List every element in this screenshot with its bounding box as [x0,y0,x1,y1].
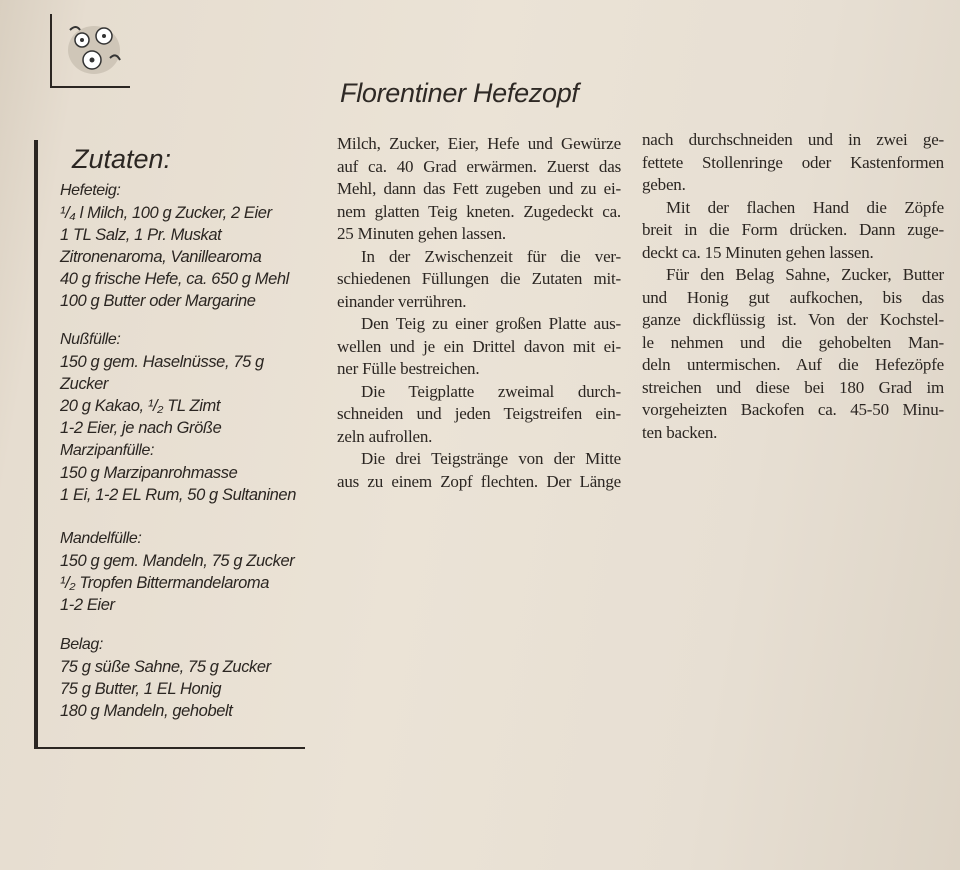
ingredient-item: 1 TL Salz, 1 Pr. Muskat [60,226,222,244]
ingredient-group-title: Marzipanfülle: [60,442,155,459]
instruction-line: Milch, Zucker, Eier, Hefe und Gewürze [337,134,621,153]
ingredient-item: 1 Ei, 1-2 EL Rum, 50 g Sultaninen [60,486,296,504]
instruction-line: geben. [642,175,686,194]
instruction-line: vorgeheizten Backofen ca. 45-50 Minu- [642,400,944,419]
ingredient-item: 150 g gem. Haselnüsse, 75 g Zucker [60,353,264,393]
instruction-line: ner Fülle bestreichen. [337,359,480,378]
instruction-line: 25 Minuten gehen lassen. [337,224,506,243]
ingredient-item: 40 g frische Hefe, ca. 650 g Mehl [60,270,289,288]
instruction-line: streichen und diese bei 180 Grad im [642,377,944,397]
instruction-line: deln untermischen. Auf die Hefezöpfe [642,355,944,374]
ingredient-group [60,329,308,439]
ingredients-heading: Zutaten: [72,144,172,174]
chef-logo [50,14,130,88]
instruction-line: Die Teigplatte zweimal durch- [361,381,621,401]
instructions-column-2 [642,129,944,444]
ingredient-group-title: Mandelfülle: [60,530,142,547]
instruction-line: nach durchschneiden und in zwei ge- [642,130,944,149]
ingredient-item: Zitronenaroma, Vanillearoma [60,248,262,266]
ingredient-item: 1-2 Eier [60,596,115,614]
ingredient-group-title: Hefeteig: [60,182,121,199]
instruction-line: schneiden und jeden Teigstreifen ein- [337,404,621,423]
instruction-line: ganze dickflüssig ist. Von der Kochstel- [642,310,944,329]
ingredient-item: 100 g Butter oder Margarine [60,292,256,310]
instruction-line: Mehl, dann das Fett zugeben und zu ei- [337,179,621,198]
instruction-line: breit in die Form drücken. Dann zuge- [642,220,944,239]
ingredient-item: ¹/₂ Tropfen Bittermandelaroma [60,574,269,592]
ingredient-item: 75 g Butter, 1 EL Honig [60,680,222,698]
instruction-line: wellen und je ein Drittel davon mit ei- [337,336,621,356]
ingredient-group [60,180,289,312]
instruction-line: zeln aufrollen. [337,426,433,446]
instruction-line: deckt ca. 15 Minuten gehen lassen. [642,242,874,262]
ingredient-item: 150 g Marzipanrohmasse [60,464,238,482]
instruction-line: aus zu einem Zopf flechten. Der Länge [337,471,621,491]
ingredient-item: 20 g Kakao, ¹/₂ TL Zimt [60,397,221,415]
instructions-column-1 [337,133,621,493]
instruction-line: ten backen. [642,422,718,442]
instruction-line: Den Teig zu einer großen Platte aus- [361,314,621,333]
ingredient-group-title: Belag: [60,636,103,653]
instruction-line: und Honig gut aufkochen, bis das [642,287,944,307]
instruction-line: Die drei Teigstränge von der Mitte [361,449,621,468]
instruction-line: le nehmen und die gehobelten Man- [642,332,944,352]
chef-illustration-icon [62,18,126,80]
instruction-line: auf ca. 40 Grad erwärmen. Zuerst das [337,156,621,176]
ingredient-item: 1-2 Eier, je nach Größe [60,419,222,437]
instruction-line: schiedenen Füllungen die Zutaten mit- [337,269,621,288]
ingredient-group [60,634,271,722]
ingredient-group-title: Nußfülle: [60,331,121,348]
instruction-line: einander verrühren. [337,291,467,311]
instruction-line: nem glatten Teig kneten. Zugedeckt ca. [337,201,621,221]
ingredients-panel-divider [34,747,305,749]
ingredient-group [60,528,294,616]
instruction-line: In der Zwischenzeit für die ver- [361,246,621,266]
ingredient-item: 180 g Mandeln, gehobelt [60,702,233,720]
ingredient-item: ¹/₄ l Milch, 100 g Zucker, 2 Eier [60,204,272,222]
instruction-line: Mit der flachen Hand die Zöpfe [666,197,944,217]
ingredients-panel [34,140,308,748]
ingredient-group [60,440,296,506]
instruction-line: fettete Stollenringe oder Kastenformen [642,152,944,172]
ingredient-item: 75 g süße Sahne, 75 g Zucker [60,658,271,676]
recipe-title: Florentiner Hefezopf [340,78,579,108]
ingredient-item: 150 g gem. Mandeln, 75 g Zucker [60,552,295,570]
instruction-line: Für den Belag Sahne, Zucker, Butter [666,265,944,284]
